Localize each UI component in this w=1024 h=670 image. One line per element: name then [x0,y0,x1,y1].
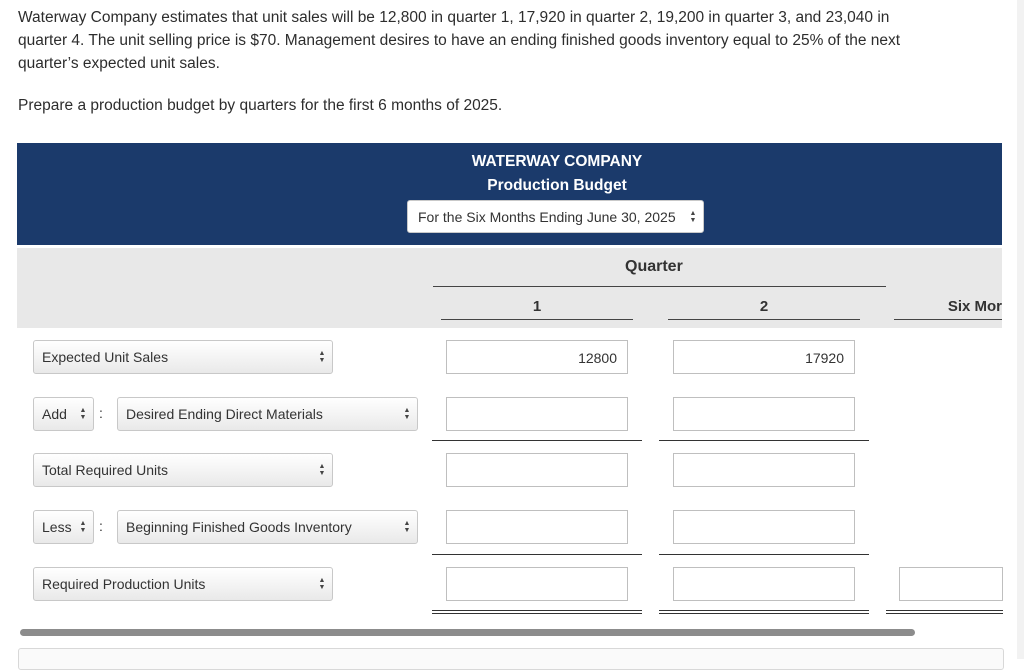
row3-label-select[interactable] [33,453,333,487]
column-q2-label: 2 [759,298,769,315]
row5-six-months-input[interactable] [899,567,1003,601]
row5-six-months-double-underline [886,610,1003,614]
page-right-edge [1017,0,1024,659]
row4-colon: : [99,518,103,534]
updown-arrows-icon: ▲ ▼ [318,463,326,477]
row4-label-select[interactable] [117,510,418,544]
column-q1-label: 1 [532,298,542,315]
company-name: WATERWAY COMPANY [471,153,643,170]
row5-label-select[interactable] [33,567,333,601]
row4-q2-input[interactable] [673,510,855,544]
column-header [17,248,1002,328]
row4-operator-text: Less [42,519,72,535]
column-six-months-label: Six Mor [947,298,1002,315]
row4-q1-underline [432,554,642,555]
row4-q2-underline [659,554,869,555]
row2-q1-underline [432,440,642,441]
row5-q1-double-underline [432,610,642,614]
row2-operator-text: Add [42,406,67,422]
row4-label-text: Beginning Finished Goods Inventory [126,519,352,535]
quarter-group-label: Quarter [625,258,683,275]
horizontal-scrollbar[interactable] [20,629,915,636]
budget-header [17,143,1002,245]
row4-operator-select[interactable] [33,510,94,544]
row2-label-text: Desired Ending Direct Materials [126,406,323,422]
row2-q2-underline [659,440,869,441]
updown-arrows-icon: ▲ ▼ [79,520,87,534]
problem-text [18,6,978,75]
quarter-rule [433,286,886,287]
row1-q1-input[interactable]: 12800 [446,340,628,374]
row3-label-text: Total Required Units [42,462,169,478]
row5-q1-input[interactable] [446,567,628,601]
updown-arrows-icon: ▲ ▼ [689,210,697,224]
row2-label-select[interactable] [117,397,418,431]
row3-q2-input[interactable] [673,453,855,487]
row2-operator-select[interactable] [33,397,94,431]
updown-arrows-icon: ▲ ▼ [403,520,411,534]
problem-line-1: Waterway Company estimates that unit sales will be 12,800 in quarter 1, 17,920 in quarter 2, 19,200 in quarter 3, and 23,040 in [18,9,890,26]
period-select-value: For the Six Months Ending June 30, 2025 [418,209,676,225]
row1-label-select[interactable] [33,340,333,374]
row3-q1-input[interactable] [446,453,628,487]
period-select[interactable] [407,200,704,233]
row5-q2-double-underline [659,610,869,614]
row2-q1-input[interactable] [446,397,628,431]
instruction-text: Prepare a production budget by quarters for the first 6 months of 2025. [18,97,503,114]
column-six-months-rule [894,319,1002,320]
problem-line-2: quarter 4. The unit selling price is $70. Management desires to have an ending finished goods inventory equal to 25% of the next [18,32,901,49]
updown-arrows-icon: ▲ ▼ [318,350,326,364]
budget-title: Production Budget [487,177,627,194]
row4-q1-input[interactable] [446,510,628,544]
updown-arrows-icon: ▲ ▼ [403,407,411,421]
row2-colon: : [99,405,103,421]
row5-label-text: Required Production Units [42,576,206,592]
problem-line-3: quarter’s expected unit sales. [18,55,220,72]
next-panel-edge [18,648,1004,670]
row1-q2-input[interactable]: 17920 [673,340,855,374]
row2-q2-input[interactable] [673,397,855,431]
column-q1-rule [441,319,633,320]
updown-arrows-icon: ▲ ▼ [79,407,87,421]
row5-q2-input[interactable] [673,567,855,601]
updown-arrows-icon: ▲ ▼ [318,577,326,591]
row1-label-text: Expected Unit Sales [42,349,169,365]
column-q2-rule [668,319,860,320]
